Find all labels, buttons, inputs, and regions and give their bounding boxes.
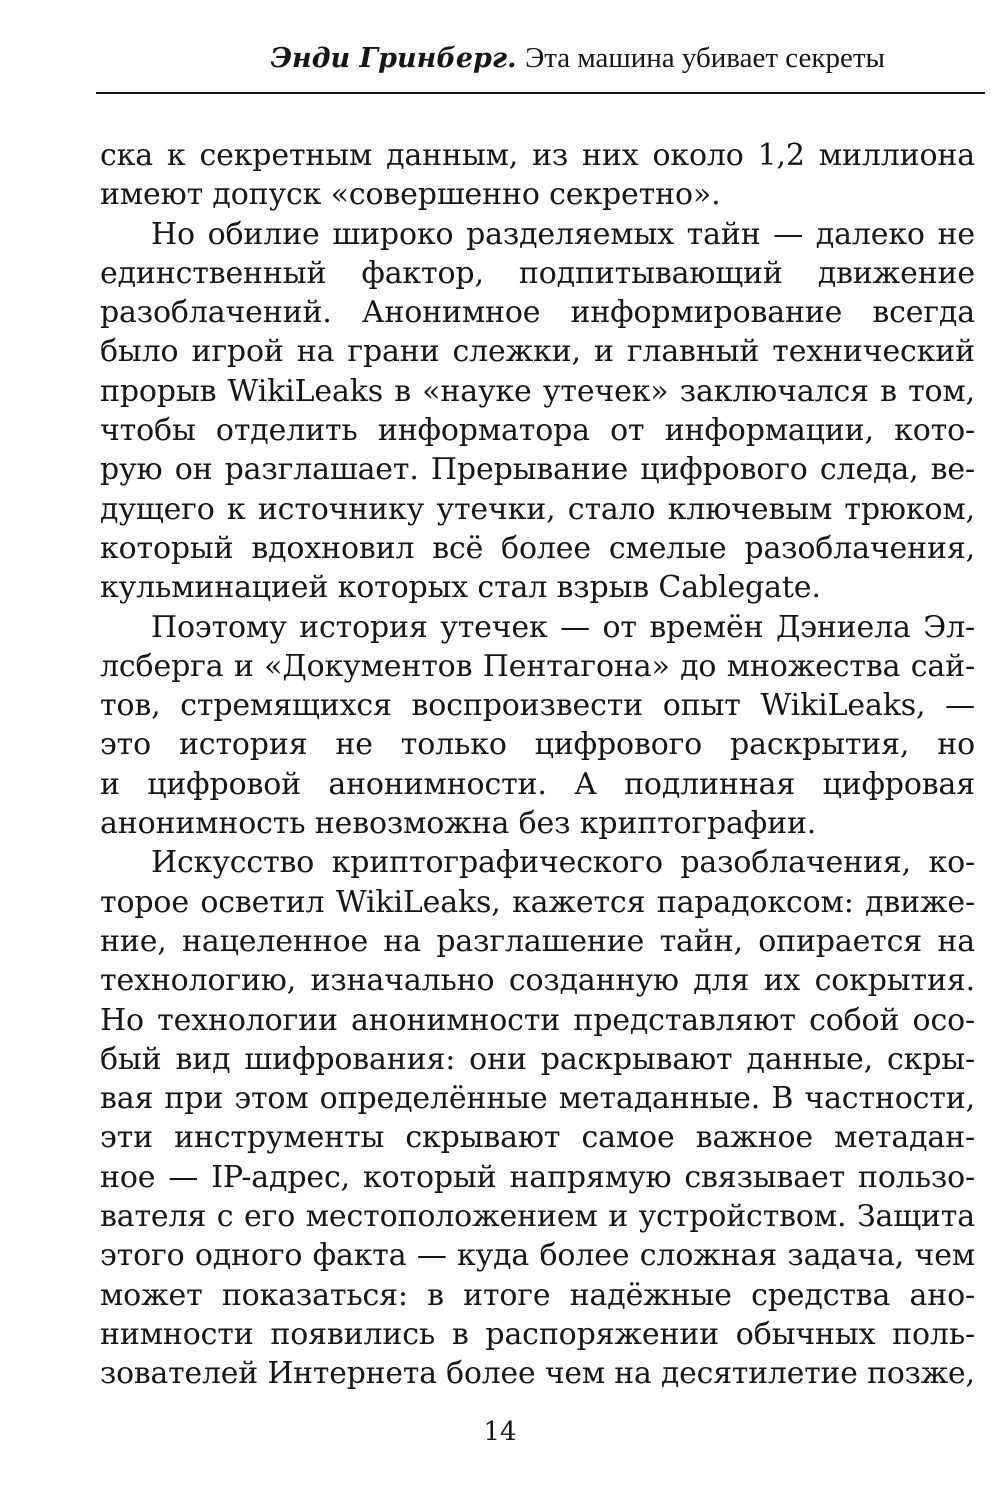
text-line: это история не только цифрового раскрытия, но [100,727,975,763]
text-line: вая при этом определённые метаданные. В частности, [100,1081,975,1117]
text-line: этого одного факта — куда более сложная задача, чем [100,1238,975,1274]
text-line: технологию, изначально созданную для их сокрытия. [100,963,975,999]
header-author: Энди Гринберг. [270,43,517,74]
text-line: торое осветил WikiLeaks, кажется парадоксом: движе- [100,884,975,920]
text-line: разоблачений. Анонимное информирование всегда [100,295,975,331]
text-line: тов, стремящихся воспроизвести опыт WikiLeaks, — [100,688,975,724]
text-line: эти инструменты скрывают самое важное метадан- [100,1120,975,1156]
text-line: ска к секретным данным, из них около 1,2 миллиона [100,138,975,173]
running-header-text [271,41,885,76]
header-title: Эта машина убивает секреты [525,42,885,74]
text-line: который вдохновил всё более смелые разоблачения, [100,530,975,566]
text-line: рую он разглашает. Прерывание цифрового следа, ве- [100,452,975,488]
text-line: анонимность невозможна без криптографии. [100,806,817,842]
text-line: ние, нацеленное на разглашение тайн, опирается на [100,923,975,959]
text-line: чтобы отделить информатора от информации, кото- [100,413,975,449]
page-number: 14 [483,1417,517,1447]
text-line: прорыв WikiLeaks в «науке утечек» заключался в том, [100,373,975,409]
text-line: Поэтому история утечек — от времён Дэниела Эл- [151,609,975,645]
text-line: единственный фактор, подпитывающий движение [100,255,975,291]
text-line: дущего к источнику утечки, стало ключевым трюком, [100,491,975,527]
text-line: нимности появились в распоряжении обычных поль- [100,1316,975,1352]
text-line: зователей Интернета более чем на десятилетие позже, [100,1356,975,1392]
text-line: ное — IP-адрес, который напрямую связывает пользо- [100,1159,975,1195]
text-line: Но обилие широко разделяемых тайн — далеко не [151,216,975,252]
running-header [96,32,985,94]
text-line: было игрой на грани слежки, и главный технический [100,334,975,370]
text-line: Искусство криптографического разоблачения, ко- [151,845,975,881]
text-line: Но технологии анонимности представляют собой осо- [100,1002,975,1038]
text-line: может показаться: в итоге надёжные средства ано- [100,1277,975,1313]
text-line: бый вид шифрования: они раскрывают данные, скры- [100,1041,975,1077]
text-line: и цифровой анонимности. А подлинная цифровая [100,766,975,802]
text-line: кульминацией которых стал взрыв Cablegate. [100,570,821,606]
text-line: имеют допуск «совершенно секретно». [100,177,721,213]
text-line: лсберга и «Документов Пентагона» до множества сай- [100,648,975,684]
text-line: вателя с его местоположением и устройством. Защита [100,1199,975,1235]
body-text [100,136,975,1394]
